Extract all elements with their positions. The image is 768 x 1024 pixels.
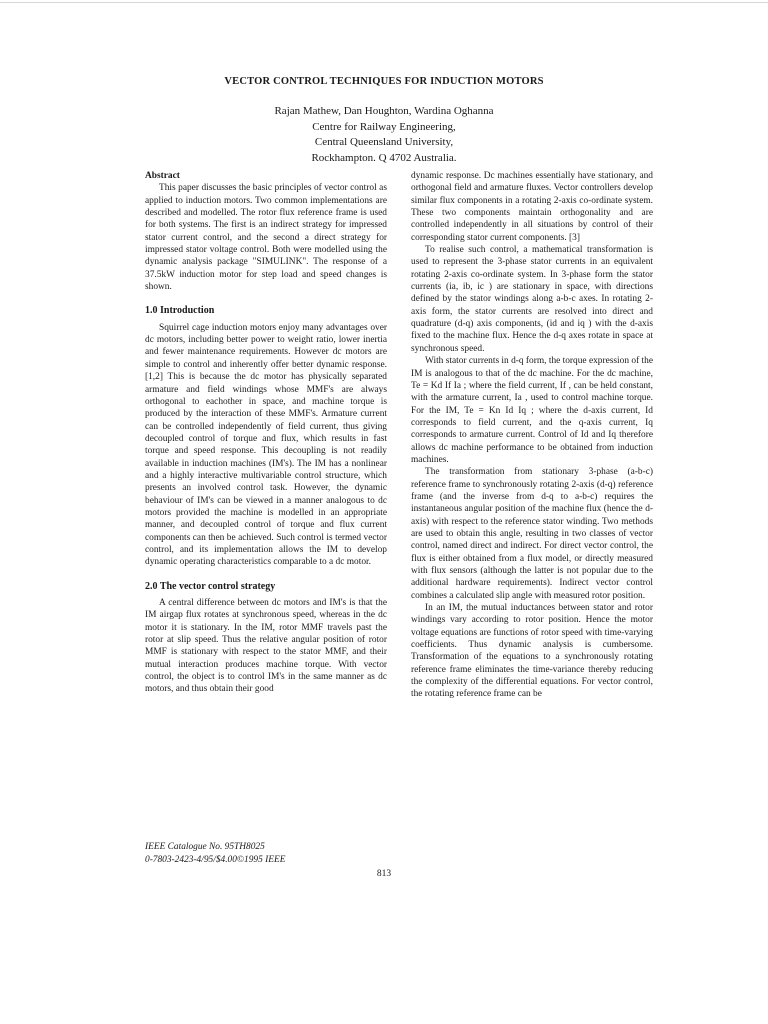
abstract-heading: Abstract — [145, 171, 180, 181]
right-column — [411, 170, 653, 701]
right-paragraph-1: dynamic response. Dc machines essentially have stationary, and orthogonal field and armature fluxes. Vector controllers develop similar flux components in a rotating 2-axis co-ordinate system. These two components maintain orthogonality and are controlled independently in all situations by control of their corresponding stator current components. [3] — [411, 171, 653, 243]
section-2-text: A central difference between dc motors and IM's is that the IM airgap flux rotates at synchronous speed, whereas in the dc motor it is stationary. In the IM, rotor MMF travels past the rotor at slip speed. Thus the relative angular position of rotor MMF is stationary with respect to the stator MMF, and their mutual interaction produces machine torque. With vector control, the object is to control IM's in the same manner as dc motors, and thus obtain their good — [145, 598, 387, 695]
isbn-copyright: 0-7803-2423-4/95/$4.00©1995 IEEE — [145, 854, 286, 865]
top-rule — [0, 2, 768, 3]
affiliation-address: Rockhampton. Q 4702 Australia. — [311, 151, 457, 164]
section-1-text: Squirrel cage induction motors enjoy many advantages over dc motors, including better power to weight ratio, lower inertia and fewer maintenance requirements. However dc motors are simple to control and inherently offer better dynamic response. [1,2] This is because the dc motor has physically separated armature and field windings whose MMF's are always orthogonal to eachother in space, and machine torque is produced by the interaction of these MMF's. Armature current can be controlled independently of field current, thus giving decoupled control of torque and flux, which results in fast torque and speed response. This decoupling is not readily available in induction machines (IM's). The IM has a nonlinear and a highly interactive multivariable control structure, which presents an involved control task. However, the dynamic behaviour of IM's can be viewed in a manner analogous to dc motors provided the machine is modelled in an appropriate manner, and decoupled control of torque and flux current components can then be achieved. Such control is termed vector control, and its implementation allows the IM to develop dynamic operating characteristics comparable to a dc motor. — [145, 322, 387, 568]
paper-title: VECTOR CONTROL TECHNIQUES FOR INDUCTION MOTORS — [224, 76, 544, 87]
left-column — [145, 170, 387, 696]
affiliation-centre: Centre for Railway Engineering, — [312, 120, 456, 133]
catalogue-footer — [145, 841, 285, 866]
affiliation-university: Central Queensland University, — [314, 136, 454, 148]
abstract-text: This paper discusses the basic principles of vector control as applied to induction motors. Two common implementations are described and modelled. The rotor flux reference frame is used for both systems. The first is an indirect strategy for impressed stator current control, and the second a direct strategy for impressed stator voltage control. Both were modelled using the dynamic analysis package "SIMULINK". The response of a 37.5kW induction motor for step load and speed changes is shown. — [145, 183, 387, 293]
right-paragraph-3: With stator currents in d-q form, the torque expression of the IM is analogous to that of the dc machine. For the dc machine, Te = Kd If Ia ; where the field current, If , can be held constant, with the armature current, Ia , used to control machine torque. For the IM, Te = Kn Id Iq ; where the d-axis current, Id corresponds to field current, and the q-axis current, Iq corresponds to armature current. Control of Id and Iq therefore allows dc machine performance to be obtained from induction machines. — [411, 356, 653, 465]
right-paragraph-4: The transformation from stationary 3-phase (a-b-c) reference frame to synchronously rotating 2-axis (d-q) reference frame (and the inverse from d-q to a-b-c) requires the instantaneous angular position of the machine flux (hence the d-axis) with respect to the reference stator winding. Two methods are used to obtain this angle, resulting in two classes of vector control, named direct and indirect. For direct vector control, the flux is either obtained from a flux model, or directly measured with flux sensors (although the latter is not popular due to the additional hardware requirements). Indirect vector control combines a calculated slip angle with measured rotor position. — [411, 467, 653, 601]
right-paragraph-2: To realise such control, a mathematical transformation is used to represent the 3-phase stator currents in an equivalent rotating 2-axis co-ordinate system. In 3-phase form the stator currents (ia, ib, ic ) are stationary in space, with directions defined by the stator windings along a-b-c axes. In rotating 2-axis form, the stator currents are resolved into direct and quadrature (d-q) axis components, (id and iq ) with the d-axis fixed to the machine flux. Hence the d-q axes rotate in space at synchronous speed. — [411, 245, 653, 354]
section-2-heading: 2.0 The vector control strategy — [145, 580, 276, 592]
right-paragraph-5: In an IM, the mutual inductances between stator and rotor windings vary according to rotor position. Hence the motor voltage equations are functions of rotor speed with time-varying coefficients. Thus dynamic analysis is cumbersome. Transformation of the equations to a synchronously rotating reference frame eliminates the time-variance thereby reducing the complexity of the differential equations. For vector control, the rotating reference frame can be — [411, 603, 653, 700]
author-names: Rajan Mathew, Dan Houghton, Wardina Oghanna — [274, 105, 494, 117]
catalogue-number: IEEE Catalogue No. 95TH8025 — [145, 842, 265, 852]
section-1-heading: 1.0 Introduction — [145, 305, 215, 317]
author-block — [0, 104, 768, 166]
page-number: 813 — [376, 869, 392, 879]
